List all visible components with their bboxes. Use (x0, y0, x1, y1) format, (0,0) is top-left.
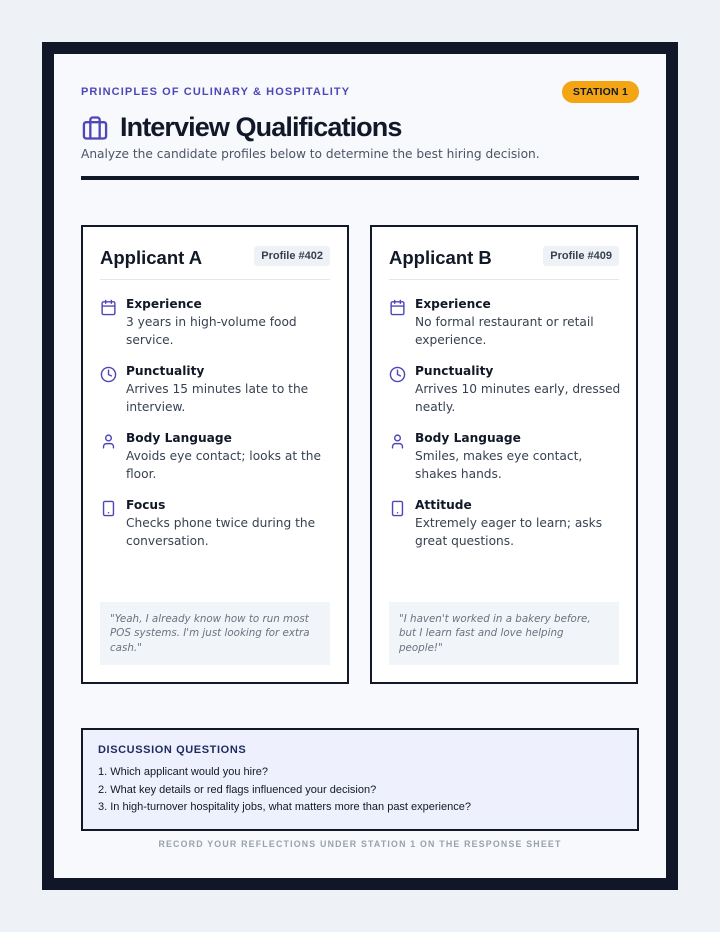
attribute-label: Attitude (415, 498, 472, 512)
attribute-label: Experience (126, 297, 202, 311)
attribute-label: Body Language (415, 431, 521, 445)
phone-icon (389, 500, 406, 517)
attribute-label: Experience (415, 297, 491, 311)
page-subtitle: Analyze the candidate profiles below to determine the best hiring decision. (81, 147, 540, 161)
attribute-value: Extremely eager to learn; asks great questions. (415, 516, 603, 548)
attribute-value: Checks phone twice during the conversation. (126, 516, 316, 548)
attribute-value: Avoids eye contact; looks at the floor. (126, 449, 322, 481)
attribute-label: Punctuality (126, 364, 205, 378)
profile-tag: Profile #402 (254, 246, 330, 266)
attribute-value: Arrives 15 minutes late to the interview. (126, 382, 309, 414)
discussion-box (81, 728, 639, 831)
discussion-question: 1. Which applicant would you hire? (98, 766, 268, 778)
station-badge: STATION 1 (562, 81, 639, 103)
calendar-icon (389, 299, 406, 316)
clock-icon (100, 366, 117, 383)
card-header (389, 244, 619, 280)
attribute-label: Body Language (126, 431, 232, 445)
attribute-value: 3 years in high-volume food service. (126, 315, 297, 347)
worksheet (54, 54, 666, 878)
title-row (81, 112, 401, 143)
card-header (100, 244, 330, 280)
profile-tag: Profile #409 (543, 246, 619, 266)
attribute-value: Arrives 10 minutes early, dressed neatly. (415, 382, 621, 414)
person-icon (100, 433, 117, 450)
phone-icon (100, 500, 117, 517)
attribute-label: Punctuality (415, 364, 494, 378)
page-title: Interview Qualifications (120, 112, 402, 142)
applicant-card-b (370, 225, 638, 684)
applicant-name: Applicant B (389, 247, 492, 268)
briefcase-icon (81, 114, 109, 142)
clock-icon (389, 366, 406, 383)
attribute-value: No formal restaurant or retail experience. (415, 315, 594, 347)
calendar-icon (100, 299, 117, 316)
discussion-question: 3. In high-turnover hospitality jobs, what matters more than past experience? (98, 801, 471, 813)
applicant-quote: "Yeah, I already know how to run most POS systems. I'm just looking for extra cash." (100, 602, 330, 666)
page-frame (42, 42, 678, 890)
footer-instruction: RECORD YOUR REFLECTIONS UNDER STATION 1 ON THE RESPONSE SHEET (158, 839, 562, 849)
discussion-question: 2. What key details or red flags influenced your decision? (98, 783, 377, 796)
attribute-label: Focus (126, 498, 166, 512)
course-label: PRINCIPLES OF CULINARY & HOSPITALITY (81, 86, 351, 98)
applicant-quote: "I haven't worked in a bakery before, but I learn fast and love helping people!" (389, 602, 619, 666)
discussion-title: DISCUSSION QUESTIONS (98, 744, 247, 756)
header-divider (81, 176, 639, 180)
person-icon (389, 433, 406, 450)
applicant-card-a (81, 225, 349, 684)
attribute-value: Smiles, makes eye contact, shakes hands. (415, 449, 583, 481)
applicant-name: Applicant A (100, 247, 203, 268)
